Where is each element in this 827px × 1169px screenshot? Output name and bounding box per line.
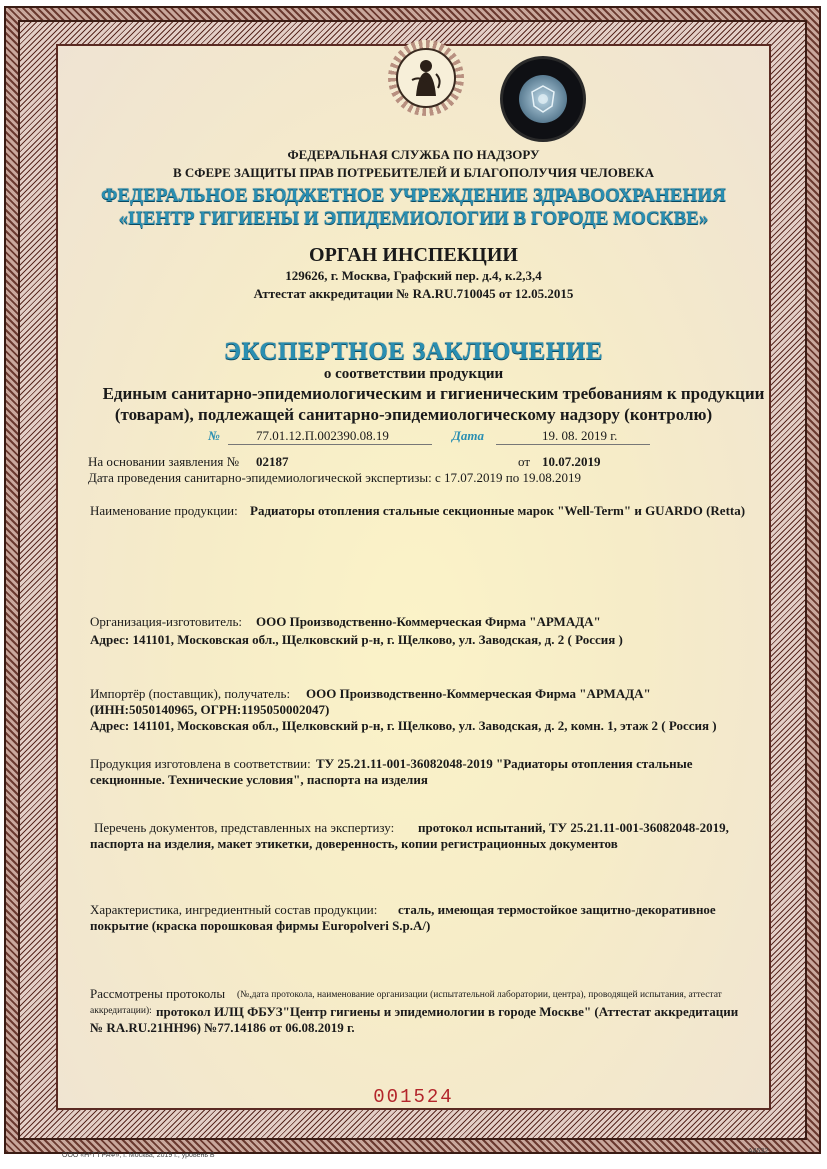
- form-serial-number: 001524: [373, 1086, 454, 1108]
- date-label: Дата: [452, 428, 484, 443]
- characteristics-label: Характеристика, ингредиентный состав продукции:: [90, 902, 378, 917]
- manufacturer-label: Организация-изготовитель:: [90, 614, 243, 629]
- documents-line-1: протокол испытаний, ТУ 25.21.11-001-36082048-2019,: [418, 820, 729, 835]
- institution-line-1: ФЕДЕРАЛЬНОЕ БЮДЖЕТНОЕ УЧРЕЖДЕНИЕ ЗДРАВООХРАНЕНИЯ: [101, 185, 726, 206]
- agency-line-2: В СФЕРЕ ЗАЩИТЫ ПРАВ ПОТРЕБИТЕЛЕЙ И БЛАГОПОЛУЧИЯ ЧЕЛОВЕКА: [173, 165, 654, 180]
- number-label: №: [208, 428, 220, 443]
- conformity-line-2: секционные. Технические условия", паспорта на изделия: [90, 772, 428, 787]
- protocols-label: Рассмотрены протоколы: [90, 986, 226, 1001]
- application-number: 02187: [256, 454, 289, 469]
- protocols-line-1: протокол ИЛЦ ФБУЗ"Центр гигиены и эпидемиологии в городе Москве" (Аттестат аккредитации: [156, 1004, 739, 1019]
- application-label: На основании заявления №: [88, 454, 239, 469]
- agency-line-1: ФЕДЕРАЛЬНАЯ СЛУЖБА ПО НАДЗОРУ: [287, 147, 540, 162]
- requirements-line-2: (товарам), подлежащей санитарно-эпидемиологическому надзору (контролю): [114, 405, 713, 424]
- form-code: А4532: [748, 1148, 769, 1155]
- document-title: ЭКСПЕРТНОЕ ЗАКЛЮЧЕНИЕ: [224, 338, 603, 365]
- inspection-body-address: 129626, г. Москва, Графский пер. д.4, к.2,3,4: [285, 268, 542, 283]
- documents-label: Перечень документов, представленных на экспертизу:: [94, 820, 395, 835]
- document-number: 77.01.12.П.002390.08.19: [228, 428, 432, 445]
- importer-name: ООО Производственно-Коммерческая Фирма "АРМАДА": [306, 686, 651, 701]
- product-name: Радиаторы отопления стальные секционные марок "Well-Term" и GUARDO (Retta): [250, 503, 746, 518]
- expertise-period: Дата проведения санитарно-эпидемиологической экспертизы: с 17.07.2019 по 19.08.2019: [88, 470, 581, 485]
- inspection-body-title: ОРГАН ИНСПЕКЦИИ: [309, 244, 518, 266]
- conformity-label: Продукция изготовлена в соответствии:: [90, 756, 311, 771]
- characteristics-line-2: покрытие (краска порошковая фирмы Europolveri S.p.A/): [90, 918, 431, 933]
- importer-ids: (ИНН:5050140965, ОГРН:1195050002047): [90, 702, 330, 717]
- application-date: 10.07.2019: [542, 454, 601, 469]
- conformity-line-1: ТУ 25.21.11-001-36082048-2019 "Радиаторы отопления стальные: [316, 756, 693, 771]
- protocols-hint-2: аккредитации):: [90, 1006, 152, 1016]
- hologram-seal-icon: [500, 56, 586, 142]
- importer-address: Адрес: 141101, Московская обл., Щелковский р-н, г. Щелково, ул. Заводская, д. 2, комн. 1, этаж 2 ( Россия ): [90, 718, 717, 733]
- institution-line-2: «ЦЕНТР ГИГИЕНЫ И ЭПИДЕМИОЛОГИИ В ГОРОДЕ МОСКВЕ»: [118, 208, 709, 229]
- product-label: Наименование продукции:: [90, 503, 238, 518]
- document-subtitle: о соответствии продукции: [323, 366, 504, 382]
- rospotrebnadzor-emblem-icon: [388, 40, 464, 116]
- protocols-line-2: № RA.RU.21НН96) №77.14186 от 06.08.2019 г.: [90, 1020, 355, 1035]
- protocols-hint-1: (№,дата протокола, наименование организации (испытательной лаборатории, центра), проводящей испытания, аттестат: [237, 990, 722, 1000]
- documents-line-2: паспорта на изделия, макет этикетки, доверенность, копии регистрационных документов: [90, 836, 618, 851]
- document-date: 19. 08. 2019 г.: [496, 428, 650, 445]
- requirements-line-1: Единым санитарно-эпидемиологическим и гигиеническим требованиям к продукции: [102, 384, 765, 403]
- application-from-label: от: [518, 454, 531, 469]
- manufacturer-address: Адрес: 141101, Московская обл., Щелковский р-н, г. Щелково, ул. Заводская, д. 2 ( Россия ): [90, 632, 623, 647]
- manufacturer-name: ООО Производственно-Коммерческая Фирма "АРМАДА": [256, 614, 601, 629]
- characteristics-line-1: сталь, имеющая термостойкое защитно-декоративное: [398, 902, 716, 917]
- printer-imprint: ООО «Н-Т ГРАФ», г. Москва, 2019 г., уровень В: [62, 1152, 215, 1159]
- accreditation-certificate: Аттестат аккредитации № RA.RU.710045 от 12.05.2015: [253, 286, 574, 301]
- importer-label: Импортёр (поставщик), получатель:: [90, 686, 291, 701]
